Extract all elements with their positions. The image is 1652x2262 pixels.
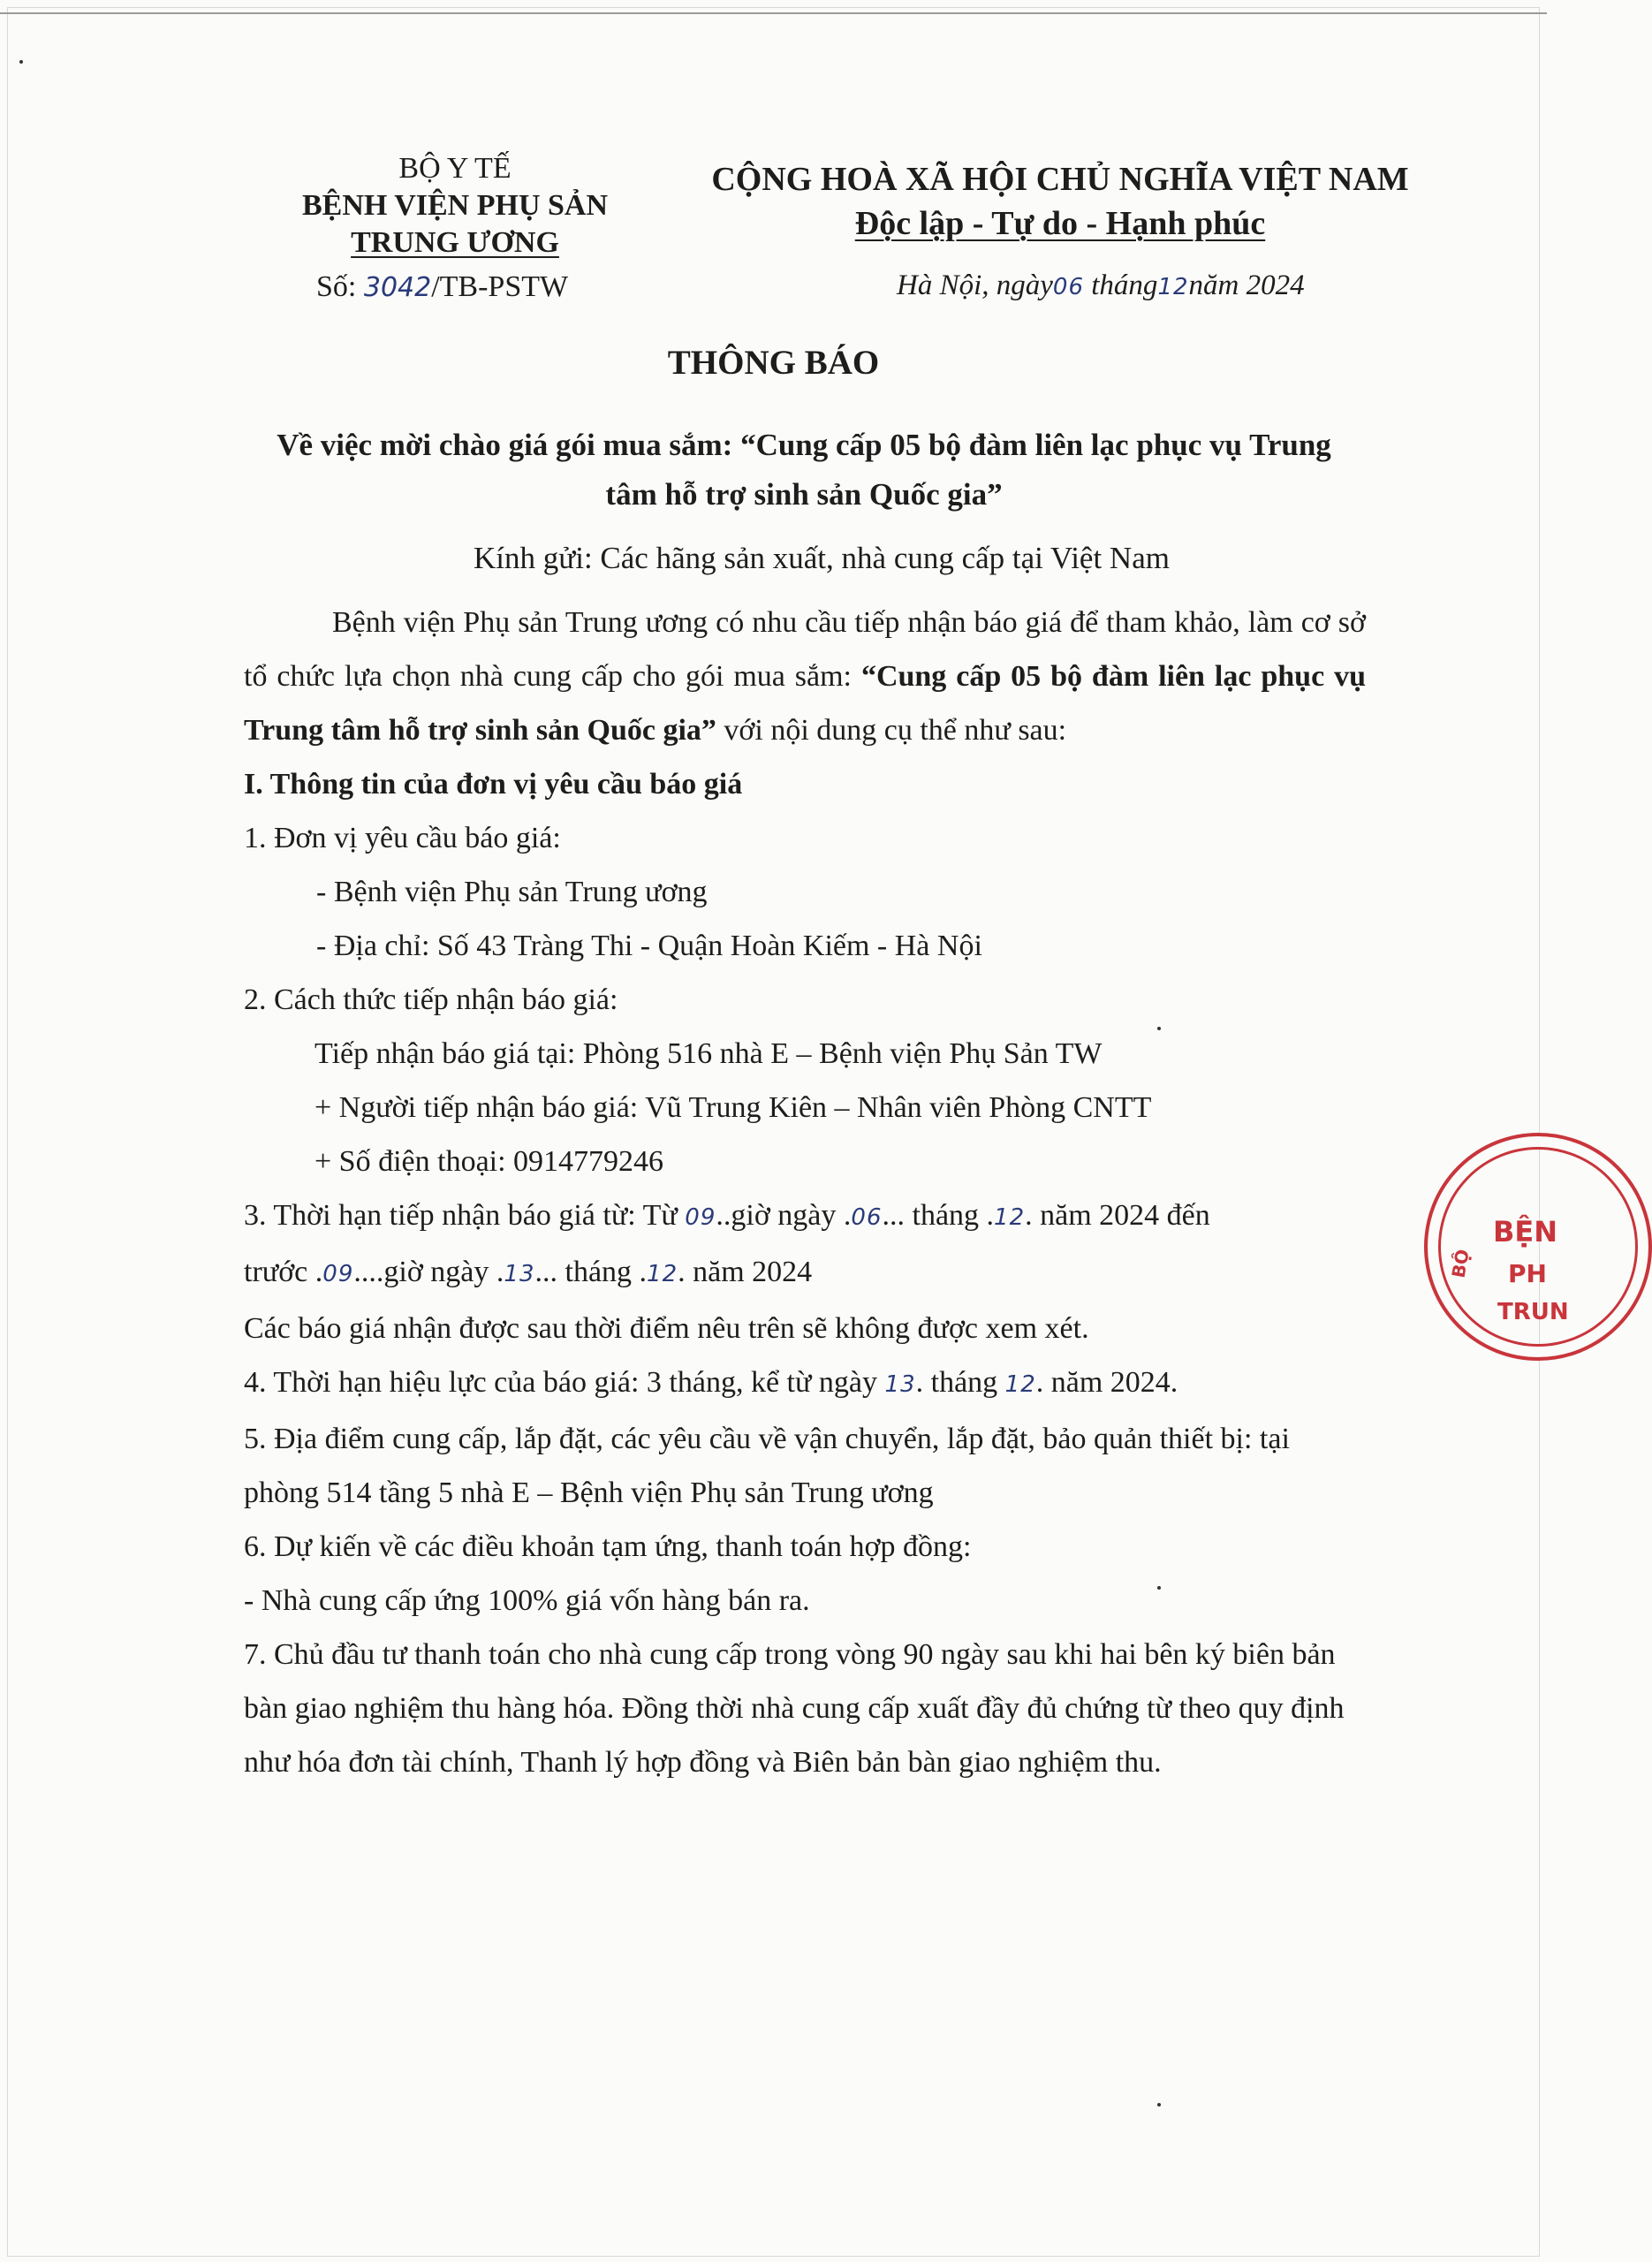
validity-month-handwritten: 12 <box>1004 1371 1036 1398</box>
item-2: 2. Cách thức tiếp nhận báo giá: <box>244 983 618 1016</box>
recipient-line: Kính gửi: Các hãng sản xuất, nhà cung cấp tại Việt Nam <box>474 541 1170 575</box>
end-hour-handwritten: 09 <box>322 1261 354 1287</box>
document-body <box>244 596 1366 1789</box>
item-1: 1. Đơn vị yêu cầu báo giá: <box>244 822 561 854</box>
national-motto: Độc lập - Tự do - Hạnh phúc <box>854 205 1266 242</box>
item-5: 5. Địa điểm cung cấp, lắp đặt, các yêu cầu về vận chuyển, lắp đặt, bảo quản thiết bị: tại phòng 514 tầng 5 nhà E – Bệnh viện Phụ sản Trung ương <box>244 1423 1290 1509</box>
intro-package-name: “Cung cấp 05 bộ đàm liên lạc phục vụ Trung tâm hỗ trợ sinh sản Quốc gia” <box>244 660 1367 747</box>
document-number <box>256 269 654 307</box>
validity-day-handwritten: 13 <box>884 1371 916 1398</box>
scan-edge-line <box>0 12 1547 14</box>
start-hour-handwritten: 09 <box>685 1204 716 1231</box>
item-1-address: - Địa chỉ: Số 43 Tràng Thi - Quận Hoàn Kiếm - Hà Nội <box>316 930 982 962</box>
national-header <box>671 157 1449 246</box>
hospital-name-line1: BỆNH VIỆN PHỤ SẢN <box>301 189 609 222</box>
item-3-text: ... tháng . <box>882 1199 995 1232</box>
issuer-block <box>256 150 654 307</box>
item-3-text: ..giờ ngày . <box>716 1199 852 1232</box>
item-2-receiver: + Người tiếp nhận báo giá: Vũ Trung Kiên – Nhân viên Phòng CNTT <box>314 1091 1152 1124</box>
date-year: năm 2024 <box>1188 269 1305 301</box>
intro-paragraph <box>244 596 1366 757</box>
item-3-text: . năm 2024 đến <box>1025 1199 1210 1232</box>
stamp-text-line2: PH <box>1508 1259 1547 1288</box>
hospital-name-line2: TRUNG ƯƠNG <box>351 226 559 259</box>
document-number-handwritten: 3042 <box>363 272 432 303</box>
item-3-text: ....giờ ngày . <box>353 1256 504 1288</box>
intro-text: Bệnh viện Phụ sản Trung ương có nhu cầu tiếp nhận báo giá để tham khảo, làm cơ sở tổ chức lựa chọn nhà cung cấp cho gói mua sắm: <box>244 606 1366 693</box>
item-4-text: . tháng <box>915 1366 1005 1399</box>
item-4 <box>244 1355 1366 1412</box>
stamp-text-line3: TRUN <box>1497 1299 1569 1325</box>
end-day-handwritten: 13 <box>504 1261 535 1287</box>
scan-speck <box>19 60 23 64</box>
item-1-hospital: - Bệnh viện Phụ sản Trung ương <box>316 876 708 908</box>
item-7: 7. Chủ đầu tư thanh toán cho nhà cung cấp trong vòng 90 ngày sau khi hai bên ký biên bản bàn giao nghiệm thu hàng hóa. Đồng thời nhà cung cấp xuất đầy đủ chứng từ theo quy định như hóa đơn tài chính, Thanh lý hợp đồng và Biên bản bàn giao nghiệm thu. <box>244 1638 1345 1779</box>
republic-name: CỘNG HOÀ XÃ HỘI CHỦ NGHĨA VIỆT NAM <box>711 161 1409 198</box>
item-3-text: . năm 2024 <box>678 1256 813 1288</box>
ministry-name: BỘ Y TẾ <box>398 152 512 185</box>
item-4-text: 4. Thời hạn hiệu lực của báo giá: 3 tháng, kể từ ngày <box>244 1366 885 1399</box>
document-number-suffix: /TB-PSTW <box>431 270 569 303</box>
document-date <box>897 269 1305 302</box>
item-3-line2 <box>244 1245 1366 1302</box>
item-3-text: 3. Thời hạn tiếp nhận báo giá từ: Từ <box>244 1199 686 1232</box>
document-title: THÔNG BÁO <box>667 344 880 382</box>
end-month-handwritten: 12 <box>647 1261 678 1287</box>
date-day-handwritten: 06 <box>1052 274 1085 300</box>
subject-line1: Về việc mời chào giá gói mua sắm: “Cung cấp 05 bộ đàm liên lạc phục vụ Trung <box>277 428 1331 462</box>
section-heading: I. Thông tin của đơn vị yêu cầu báo giá <box>244 768 743 801</box>
item-3-line1 <box>244 1188 1366 1245</box>
date-place: Hà Nội, ngày <box>897 269 1053 301</box>
document-subject <box>239 421 1369 520</box>
item-6: 6. Dự kiến về các điều khoản tạm ứng, thanh toán hợp đồng: <box>244 1530 972 1563</box>
late-quote-note: Các báo giá nhận được sau thời điểm nêu trên sẽ không được xem xét. <box>244 1312 1089 1345</box>
stamp-text-side: BỘ <box>1447 1248 1474 1279</box>
date-month-handwritten: 12 <box>1157 274 1189 300</box>
item-4-text: . năm 2024. <box>1035 1366 1178 1399</box>
item-6-advance: - Nhà cung cấp ứng 100% giá vốn hàng bán ra. <box>244 1584 810 1617</box>
date-month-label: tháng <box>1091 269 1158 301</box>
start-day-handwritten: 06 <box>851 1204 883 1231</box>
start-month-handwritten: 12 <box>994 1204 1026 1231</box>
document-number-label: Số: <box>316 270 357 303</box>
stamp-text-line1: BỆN <box>1493 1215 1558 1249</box>
item-2-phone: + Số điện thoại: 0914779246 <box>314 1145 664 1178</box>
item-3-text: trước . <box>244 1256 323 1288</box>
scan-speck <box>1157 2103 1161 2106</box>
subject-line2: tâm hỗ trợ sinh sản Quốc gia” <box>605 477 1003 512</box>
item-3-text: ... tháng . <box>534 1256 648 1288</box>
intro-text-end: với nội dung cụ thể như sau: <box>716 714 1067 747</box>
item-2-location: Tiếp nhận báo giá tại: Phòng 516 nhà E – Bệnh viện Phụ Sản TW <box>314 1037 1103 1070</box>
